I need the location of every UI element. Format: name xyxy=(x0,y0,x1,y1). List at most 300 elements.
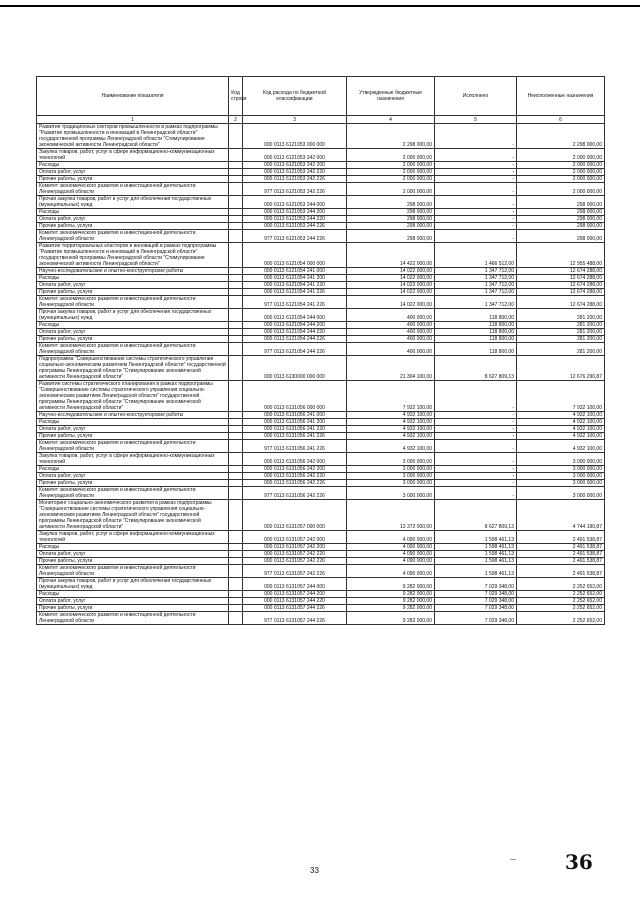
row-line-code xyxy=(229,551,243,558)
row-budget-code: 000 0113 6131057 242 220 xyxy=(243,551,347,558)
table-row xyxy=(37,329,605,336)
budget-execution-table xyxy=(36,76,605,625)
row-unexecuted: 12 674 288,00 xyxy=(517,289,605,296)
row-approved: 4 932 100,00 xyxy=(347,426,435,433)
row-budget-code: 000 0113 6131057 244 200 xyxy=(243,591,347,598)
row-executed: - xyxy=(435,381,517,412)
row-budget-code: 000 0113 6121054 241 200 xyxy=(243,275,347,282)
row-name: Научно-исследовательские и опытно-конструкторские работы xyxy=(37,268,229,275)
table-row xyxy=(37,162,605,169)
row-line-code xyxy=(229,500,243,531)
row-executed: 118 800,00 xyxy=(435,343,517,356)
row-unexecuted: 3 000 000,00 xyxy=(517,473,605,480)
table-row xyxy=(37,531,605,544)
row-executed: 7 029 348,00 xyxy=(435,605,517,612)
row-approved: 14 422 000,00 xyxy=(347,243,435,268)
row-approved: 2 298 000,00 xyxy=(347,124,435,149)
report-sheet xyxy=(36,76,604,625)
row-budget-code: 000 0113 6131057 242 200 xyxy=(243,544,347,551)
table-row xyxy=(37,268,605,275)
row-unexecuted: 281 200,00 xyxy=(517,343,605,356)
row-approved: 9 282 000,00 xyxy=(347,605,435,612)
row-executed: 1 347 712,00 xyxy=(435,268,517,275)
row-line-code xyxy=(229,473,243,480)
row-executed: - xyxy=(435,487,517,500)
row-name: Комитет экономического развития и инвестиционной деятельности Ленинградской области xyxy=(37,296,229,309)
table-row xyxy=(37,309,605,322)
table-row xyxy=(37,578,605,591)
row-executed: - xyxy=(435,223,517,230)
row-executed: - xyxy=(435,169,517,176)
row-approved: 400 000,00 xyxy=(347,309,435,322)
row-name: Развитие системы стратегического планирования в рамках подпрограммы "Совершенствование системы стратегического управления социально-экономическим развитием Ленинградской области" государственной программы Ленинградской области "Стимулирование экономической активности Ленинградской области" xyxy=(37,381,229,412)
row-budget-code: 977 0113 6121053 244 226 xyxy=(243,230,347,243)
row-name: Прочие работы, услуги xyxy=(37,558,229,565)
row-line-code xyxy=(229,322,243,329)
row-executed: - xyxy=(435,426,517,433)
row-budget-code: 000 0113 6121053 244 000 xyxy=(243,196,347,209)
row-unexecuted: 2 252 652,00 xyxy=(517,578,605,591)
row-approved: 4 090 000,00 xyxy=(347,558,435,565)
row-name: Прочие работы, услуги xyxy=(37,289,229,296)
table-row xyxy=(37,381,605,412)
row-budget-code: 000 0113 6121054 244 200 xyxy=(243,322,347,329)
column-number: 3 xyxy=(243,116,347,124)
row-approved: 4 932 100,00 xyxy=(347,440,435,453)
table-row xyxy=(37,453,605,466)
row-name: Оплата работ, услуг xyxy=(37,473,229,480)
row-unexecuted: 4 744 190,87 xyxy=(517,500,605,531)
row-approved: 298 000,00 xyxy=(347,216,435,223)
row-line-code xyxy=(229,275,243,282)
table-row xyxy=(37,275,605,282)
row-unexecuted: 4 932 100,00 xyxy=(517,412,605,419)
row-approved: 4 932 100,00 xyxy=(347,433,435,440)
row-line-code xyxy=(229,487,243,500)
row-name: Оплата работ, услуг xyxy=(37,169,229,176)
row-line-code xyxy=(229,223,243,230)
table-row xyxy=(37,473,605,480)
row-budget-code: 977 0113 6131057 244 226 xyxy=(243,612,347,625)
row-approved: 4 932 100,00 xyxy=(347,412,435,419)
table-row xyxy=(37,196,605,209)
row-approved: 14 022 000,00 xyxy=(347,282,435,289)
row-line-code xyxy=(229,309,243,322)
row-line-code xyxy=(229,243,243,268)
row-unexecuted: 2 000 000,00 xyxy=(517,149,605,162)
row-unexecuted: 298 000,00 xyxy=(517,230,605,243)
row-approved: 400 000,00 xyxy=(347,329,435,336)
row-budget-code: 000 0113 6121054 241 226 xyxy=(243,289,347,296)
row-name: Закупка товаров, работ, услуг в сфере информационно-коммуникационных технологий xyxy=(37,531,229,544)
row-line-code xyxy=(229,565,243,578)
row-approved: 4 090 000,00 xyxy=(347,565,435,578)
footer-mark: — xyxy=(510,857,516,863)
row-budget-code: 000 0113 6121053 244 226 xyxy=(243,223,347,230)
row-executed: 1 598 461,13 xyxy=(435,531,517,544)
row-unexecuted: 3 000 000,00 xyxy=(517,480,605,487)
row-line-code xyxy=(229,544,243,551)
row-approved: 4 090 000,00 xyxy=(347,551,435,558)
row-executed: - xyxy=(435,466,517,473)
table-row xyxy=(37,551,605,558)
row-approved: 21 304 100,00 xyxy=(347,356,435,381)
row-executed: 7 029 348,00 xyxy=(435,578,517,591)
row-executed: 1 598 461,13 xyxy=(435,544,517,551)
row-name: Прочая закупка товаров, работ и услуг для обеспечения государственных (муниципальных) нужд xyxy=(37,309,229,322)
table-row xyxy=(37,356,605,381)
row-unexecuted: 281 200,00 xyxy=(517,309,605,322)
row-unexecuted: 12 674 288,00 xyxy=(517,275,605,282)
row-line-code xyxy=(229,356,243,381)
row-executed: 118 800,00 xyxy=(435,322,517,329)
row-executed: 7 029 348,00 xyxy=(435,591,517,598)
row-unexecuted: 298 000,00 xyxy=(517,209,605,216)
row-line-code xyxy=(229,183,243,196)
column-number: 5 xyxy=(435,116,517,124)
row-line-code xyxy=(229,209,243,216)
row-unexecuted: 2 000 000,00 xyxy=(517,162,605,169)
row-line-code xyxy=(229,176,243,183)
row-approved: 14 022 000,00 xyxy=(347,275,435,282)
row-approved: 298 000,00 xyxy=(347,209,435,216)
row-name: Комитет экономического развития и инвестиционной деятельности Ленинградской области xyxy=(37,612,229,625)
row-unexecuted: 4 932 100,00 xyxy=(517,433,605,440)
row-approved: 3 000 000,00 xyxy=(347,453,435,466)
table-row xyxy=(37,419,605,426)
table-row xyxy=(37,343,605,356)
row-name: Комитет экономического развития и инвестиционной деятельности Ленинградской области xyxy=(37,487,229,500)
row-unexecuted: 12 674 288,00 xyxy=(517,268,605,275)
row-line-code xyxy=(229,381,243,412)
column-number: 4 xyxy=(347,116,435,124)
row-unexecuted: 298 000,00 xyxy=(517,196,605,209)
row-unexecuted: 3 000 000,00 xyxy=(517,453,605,466)
row-approved: 2 000 000,00 xyxy=(347,162,435,169)
row-unexecuted: 2 000 000,00 xyxy=(517,176,605,183)
row-name: Прочие работы, услуги xyxy=(37,433,229,440)
table-row xyxy=(37,565,605,578)
row-approved: 3 000 000,00 xyxy=(347,473,435,480)
row-budget-code: 000 0113 6131056 241 220 xyxy=(243,426,347,433)
row-approved: 9 282 000,00 xyxy=(347,591,435,598)
row-unexecuted: 7 932 100,00 xyxy=(517,381,605,412)
row-executed: - xyxy=(435,412,517,419)
table-row xyxy=(37,500,605,531)
row-line-code xyxy=(229,612,243,625)
row-executed: 7 029 348,00 xyxy=(435,598,517,605)
row-executed: - xyxy=(435,196,517,209)
row-approved: 9 282 000,00 xyxy=(347,598,435,605)
row-name: Комитет экономического развития и инвестиционной деятельности Ленинградской области xyxy=(37,343,229,356)
row-unexecuted: 2 491 538,87 xyxy=(517,551,605,558)
row-budget-code: 000 0113 6121053 242 220 xyxy=(243,169,347,176)
table-row xyxy=(37,243,605,268)
row-budget-code: 000 0113 6131057 000 000 xyxy=(243,500,347,531)
row-executed: 1 347 712,00 xyxy=(435,275,517,282)
row-budget-code: 000 0113 6121054 244 220 xyxy=(243,329,347,336)
row-executed: - xyxy=(435,209,517,216)
row-budget-code: 000 0113 6121053 244 220 xyxy=(243,216,347,223)
row-budget-code: 000 0113 6131056 242 200 xyxy=(243,466,347,473)
row-unexecuted: 298 000,00 xyxy=(517,216,605,223)
row-approved: 298 000,00 xyxy=(347,196,435,209)
row-executed: - xyxy=(435,473,517,480)
row-executed: - xyxy=(435,176,517,183)
row-unexecuted: 12 674 288,00 xyxy=(517,296,605,309)
column-number: 6 xyxy=(517,116,605,124)
row-executed: - xyxy=(435,480,517,487)
row-unexecuted: 2 252 652,00 xyxy=(517,605,605,612)
table-row xyxy=(37,598,605,605)
row-line-code xyxy=(229,230,243,243)
row-approved: 9 282 000,00 xyxy=(347,578,435,591)
table-row xyxy=(37,169,605,176)
row-name: Прочие работы, услуги xyxy=(37,223,229,230)
row-unexecuted: 2 491 538,87 xyxy=(517,558,605,565)
row-name: Развитие традиционных секторов промышленности в рамках подпрограммы "Развитие промышленности и инноваций в Ленинградской области" государственной программы Ленинградской области "Стимулирование экономической активности Ленинградской области" xyxy=(37,124,229,149)
row-budget-code: 000 0113 6131056 242 220 xyxy=(243,473,347,480)
table-row xyxy=(37,223,605,230)
row-name: Мониторинг социально-экономического развития в рамках подпрограммы "Совершенствование системы стратегического управления социально-экономическим развитием Ленинградской области" государственной программы Ленинградской области "Стимулирование экономической активности Ленинградской области" xyxy=(37,500,229,531)
row-name: Комитет экономического развития и инвестиционной деятельности Ленинградской области xyxy=(37,440,229,453)
column-number: 1 xyxy=(37,116,229,124)
row-unexecuted: 298 000,00 xyxy=(517,223,605,230)
row-budget-code: 000 0113 6131056 242 000 xyxy=(243,453,347,466)
row-line-code xyxy=(229,343,243,356)
row-executed: - xyxy=(435,453,517,466)
table-row xyxy=(37,591,605,598)
row-executed: - xyxy=(435,419,517,426)
row-unexecuted: 2 491 538,87 xyxy=(517,531,605,544)
row-line-code xyxy=(229,124,243,149)
row-name: Оплата работ, услуг xyxy=(37,426,229,433)
row-executed: - xyxy=(435,230,517,243)
table-row xyxy=(37,605,605,612)
row-unexecuted: 12 676 290,87 xyxy=(517,356,605,381)
row-unexecuted: 12 955 488,00 xyxy=(517,243,605,268)
row-line-code xyxy=(229,578,243,591)
row-executed: - xyxy=(435,124,517,149)
row-budget-code: 000 0113 6121054 241 220 xyxy=(243,282,347,289)
row-executed: 118 800,00 xyxy=(435,309,517,322)
row-name: Комитет экономического развития и инвестиционной деятельности Ленинградской области xyxy=(37,565,229,578)
table-row xyxy=(37,124,605,149)
row-executed: - xyxy=(435,149,517,162)
row-executed: - xyxy=(435,440,517,453)
row-unexecuted: 2 252 652,00 xyxy=(517,612,605,625)
row-line-code xyxy=(229,289,243,296)
header-name: Наименование показателя xyxy=(37,77,229,116)
row-executed: 1 466 512,00 xyxy=(435,243,517,268)
row-approved: 3 000 000,00 xyxy=(347,466,435,473)
row-budget-code: 000 0113 6121053 242 200 xyxy=(243,162,347,169)
table-body xyxy=(37,124,605,625)
row-unexecuted: 2 252 652,00 xyxy=(517,598,605,605)
row-unexecuted: 281 200,00 xyxy=(517,329,605,336)
row-budget-code: 000 0113 6121054 000 000 xyxy=(243,243,347,268)
row-name: Закупка товаров, работ, услуг в сфере информационно-коммуникационных технологий xyxy=(37,149,229,162)
row-budget-code: 000 0113 6121054 244 000 xyxy=(243,309,347,322)
row-executed: 8 627 809,13 xyxy=(435,356,517,381)
row-approved: 298 000,00 xyxy=(347,223,435,230)
row-name: Прочие работы, услуги xyxy=(37,480,229,487)
row-budget-code: 000 0113 6131056 241 000 xyxy=(243,412,347,419)
row-unexecuted: 3 000 000,00 xyxy=(517,487,605,500)
row-line-code xyxy=(229,296,243,309)
table-row xyxy=(37,230,605,243)
row-name: Оплата работ, услуг xyxy=(37,329,229,336)
table-row xyxy=(37,440,605,453)
table-row xyxy=(37,336,605,343)
row-executed: 7 029 348,00 xyxy=(435,612,517,625)
row-name: Подпрограмма "Совершенствование системы стратегического управления социально-экономическим развитием Ленинградской области" государственной программы Ленинградской области "Стимулирование экономической активности Ленинградской области" xyxy=(37,356,229,381)
row-line-code xyxy=(229,558,243,565)
row-name: Комитет экономического развития и инвестиционной деятельности Ленинградской области xyxy=(37,230,229,243)
row-executed: 1 347 712,00 xyxy=(435,296,517,309)
row-budget-code: 000 0113 6131056 000 000 xyxy=(243,381,347,412)
row-name: Прочая закупка товаров, работ и услуг для обеспечения государственных (муниципальных) нужд xyxy=(37,578,229,591)
row-budget-code: 000 0113 6131056 241 200 xyxy=(243,419,347,426)
table-row xyxy=(37,544,605,551)
row-line-code xyxy=(229,440,243,453)
row-unexecuted: 2 000 000,00 xyxy=(517,169,605,176)
row-name: Расходы xyxy=(37,544,229,551)
column-number-row xyxy=(37,116,605,124)
row-executed: 1 598 461,13 xyxy=(435,565,517,578)
table-row xyxy=(37,149,605,162)
row-line-code xyxy=(229,531,243,544)
row-approved: 298 000,00 xyxy=(347,230,435,243)
row-budget-code: 977 0113 6121053 242 226 xyxy=(243,183,347,196)
row-budget-code: 000 0113 6121054 244 226 xyxy=(243,336,347,343)
table-row xyxy=(37,322,605,329)
row-approved: 2 000 000,00 xyxy=(347,176,435,183)
row-name: Расходы xyxy=(37,591,229,598)
row-budget-code: 000 0113 6131057 244 000 xyxy=(243,578,347,591)
header-executed: Исполнено xyxy=(435,77,517,116)
row-executed: 118 800,00 xyxy=(435,329,517,336)
table-row xyxy=(37,612,605,625)
row-name: Оплата работ, услуг xyxy=(37,216,229,223)
row-approved: 3 000 000,00 xyxy=(347,487,435,500)
header-line-code: Код строки xyxy=(229,77,243,116)
table-row xyxy=(37,296,605,309)
row-approved: 9 282 000,00 xyxy=(347,612,435,625)
row-budget-code: 000 0113 6121054 241 000 xyxy=(243,268,347,275)
row-executed: 1 347 712,00 xyxy=(435,282,517,289)
row-line-code xyxy=(229,196,243,209)
row-budget-code: 000 0113 6131057 242 226 xyxy=(243,558,347,565)
row-line-code xyxy=(229,466,243,473)
row-unexecuted: 4 932 100,00 xyxy=(517,440,605,453)
row-unexecuted: 4 932 100,00 xyxy=(517,426,605,433)
row-name: Расходы xyxy=(37,209,229,216)
table-row xyxy=(37,209,605,216)
row-name: Прочая закупка товаров, работ и услуг для обеспечения государственных (муниципальных) нужд xyxy=(37,196,229,209)
column-number: 2 xyxy=(229,116,243,124)
row-unexecuted: 281 200,00 xyxy=(517,322,605,329)
row-budget-code: 000 0113 6131057 244 220 xyxy=(243,598,347,605)
row-executed: - xyxy=(435,183,517,196)
row-name: Прочие работы, услуги xyxy=(37,176,229,183)
row-name: Закупка товаров, работ, услуг в сфере информационно-коммуникационных технологий xyxy=(37,453,229,466)
row-unexecuted: 2 252 652,00 xyxy=(517,591,605,598)
row-approved: 4 090 000,00 xyxy=(347,544,435,551)
row-approved: 3 000 000,00 xyxy=(347,480,435,487)
row-name: Развитие территориальных кластеров и инноваций в рамках подпрограммы "Развитие промышленности и инноваций в Ленинградской области" государственной программы Ленинградской области "Стимулирование экономической активности Ленинградской области" xyxy=(37,243,229,268)
header-row xyxy=(37,77,605,116)
row-line-code xyxy=(229,329,243,336)
row-unexecuted: 2 000 000,00 xyxy=(517,183,605,196)
table-row xyxy=(37,289,605,296)
row-budget-code: 000 0113 6131057 242 000 xyxy=(243,531,347,544)
row-line-code xyxy=(229,419,243,426)
row-approved: 400 000,00 xyxy=(347,343,435,356)
row-budget-code: 000 0113 6131056 241 226 xyxy=(243,433,347,440)
row-budget-code: 977 0113 6131057 242 226 xyxy=(243,565,347,578)
table-row xyxy=(37,183,605,196)
row-budget-code: 000 0113 6130000 000 000 xyxy=(243,356,347,381)
row-approved: 14 022 000,00 xyxy=(347,268,435,275)
row-budget-code: 000 0113 6121053 242 226 xyxy=(243,176,347,183)
row-line-code xyxy=(229,591,243,598)
row-unexecuted: 281 200,00 xyxy=(517,336,605,343)
row-executed: 118 800,00 xyxy=(435,336,517,343)
row-unexecuted: 3 000 000,00 xyxy=(517,466,605,473)
table-row xyxy=(37,426,605,433)
row-name: Прочие работы, услуги xyxy=(37,605,229,612)
row-budget-code: 977 0113 6121054 244 226 xyxy=(243,343,347,356)
row-executed: 1 598 461,13 xyxy=(435,551,517,558)
table-row xyxy=(37,480,605,487)
row-approved: 400 000,00 xyxy=(347,322,435,329)
row-line-code xyxy=(229,162,243,169)
row-line-code xyxy=(229,426,243,433)
row-approved: 400 000,00 xyxy=(347,336,435,343)
row-unexecuted: 12 674 288,00 xyxy=(517,282,605,289)
row-line-code xyxy=(229,480,243,487)
row-budget-code: 000 0113 6121053 242 000 xyxy=(243,149,347,162)
row-approved: 2 000 000,00 xyxy=(347,183,435,196)
row-line-code xyxy=(229,149,243,162)
row-approved: 2 000 000,00 xyxy=(347,169,435,176)
row-line-code xyxy=(229,268,243,275)
row-line-code xyxy=(229,433,243,440)
row-line-code xyxy=(229,453,243,466)
table-row xyxy=(37,466,605,473)
row-name: Расходы xyxy=(37,322,229,329)
row-line-code xyxy=(229,605,243,612)
table-row xyxy=(37,282,605,289)
table-row xyxy=(37,433,605,440)
row-approved: 13 372 000,00 xyxy=(347,500,435,531)
row-approved: 4 090 000,00 xyxy=(347,531,435,544)
row-executed: - xyxy=(435,216,517,223)
row-line-code xyxy=(229,412,243,419)
row-approved: 14 022 000,00 xyxy=(347,289,435,296)
table-row xyxy=(37,558,605,565)
handwritten-sheet-number: 36 xyxy=(565,850,593,874)
table-row xyxy=(37,487,605,500)
row-unexecuted: 2 298 000,00 xyxy=(517,124,605,149)
table-row xyxy=(37,216,605,223)
row-approved: 2 000 000,00 xyxy=(347,149,435,162)
row-name: Научно-исследовательские и опытно-конструкторские работы xyxy=(37,412,229,419)
row-line-code xyxy=(229,336,243,343)
row-line-code xyxy=(229,282,243,289)
row-budget-code: 000 0113 6121053 000 000 xyxy=(243,124,347,149)
